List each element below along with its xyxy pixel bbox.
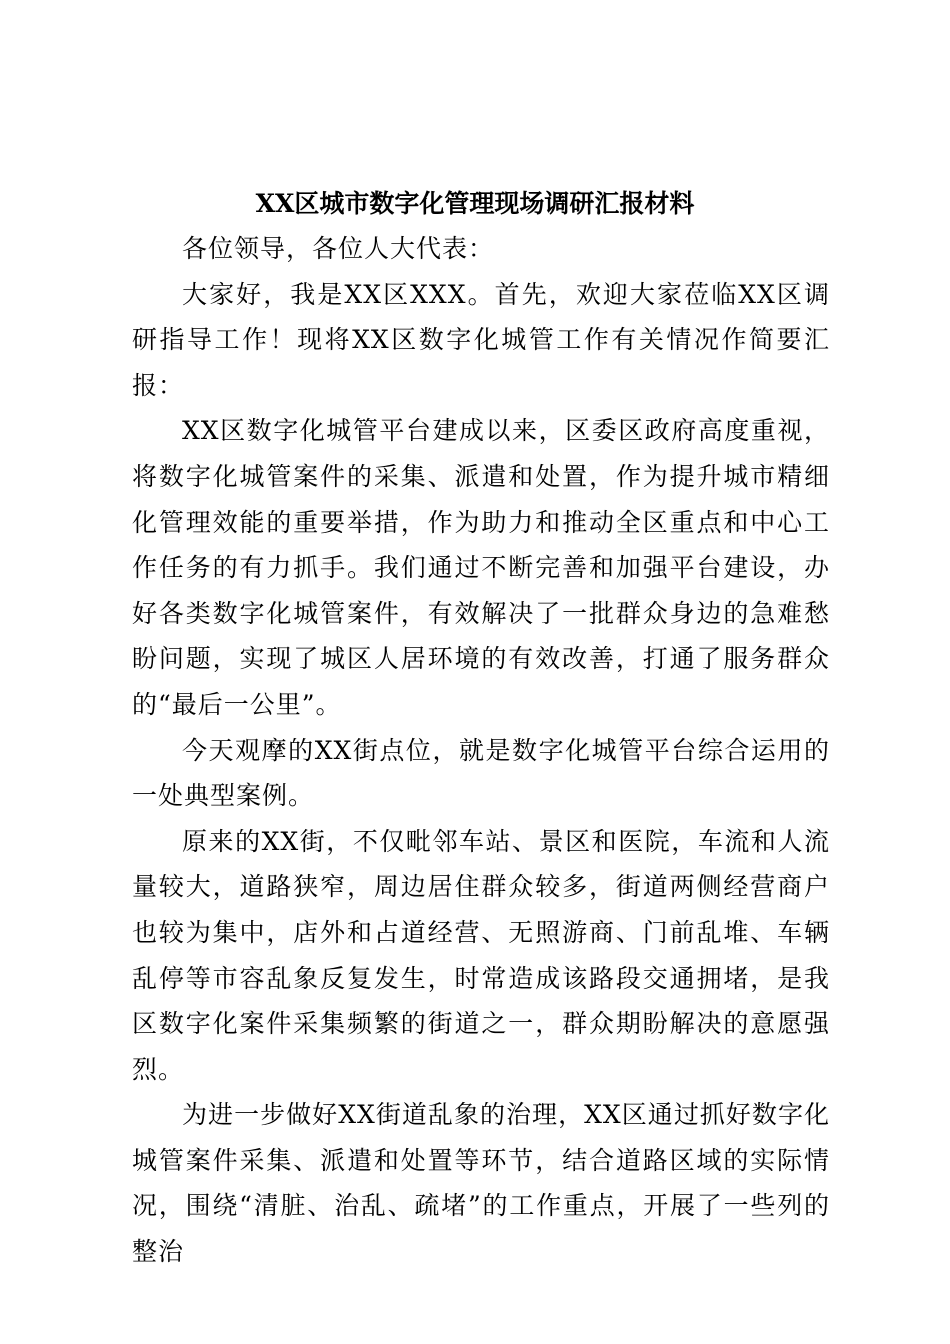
site-intro-paragraph: 今天观摩的XX街点位，就是数字化城管平台综合运用的一处典型案例。: [132, 735, 830, 811]
governance-measures-paragraph: 为进一步做好XX街道乱象的治理，XX区通过抓好数字化城管案件采集、派遣和处置等环节，结合道路区域的实际情况，围绕“清脏、治乱、疏堵”的工作重点，开展了一些列的整治: [132, 1100, 830, 1267]
document-body: [132, 226, 830, 1275]
salutation-paragraph: 各位领导，各位人大代表：: [182, 234, 495, 263]
street-background-paragraph: 原来的XX街，不仅毗邻车站、景区和医院，车流和人流量较大，道路狭窄，周边居住群众较多，街道两侧经营商户也较为集中，店外和占道经营、无照游商、门前乱堆、车辆乱停等市容乱象反复发生，时常造成该路段交通拥堵，是我区数字化案件采集频繁的街道之一，群众期盼解决的意愿强烈。: [132, 826, 830, 1084]
document-title: XX区城市数字化管理现场调研汇报材料: [255, 189, 695, 218]
platform-overview-paragraph: XX区数字化城管平台建成以来，区委区政府高度重视，将数字化城管案件的采集、派遣和处置，作为提升城市精细化管理效能的重要举措，作为助力和推动全区重点和中心工作任务的有力抓手。我们通过不断完善和加强平台建设，办好各类数字化城管案件，有效解决了一批群众身边的急难愁盼问题，实现了城区人居环境的有效改善，打通了服务群众的“最后一公里”。: [132, 416, 830, 719]
greeting-paragraph: 大家好，我是XX区XXX。首先，欢迎大家莅临XX区调研指导工作！现将XX区数字化城管工作有关情况作简要汇报：: [132, 279, 830, 400]
